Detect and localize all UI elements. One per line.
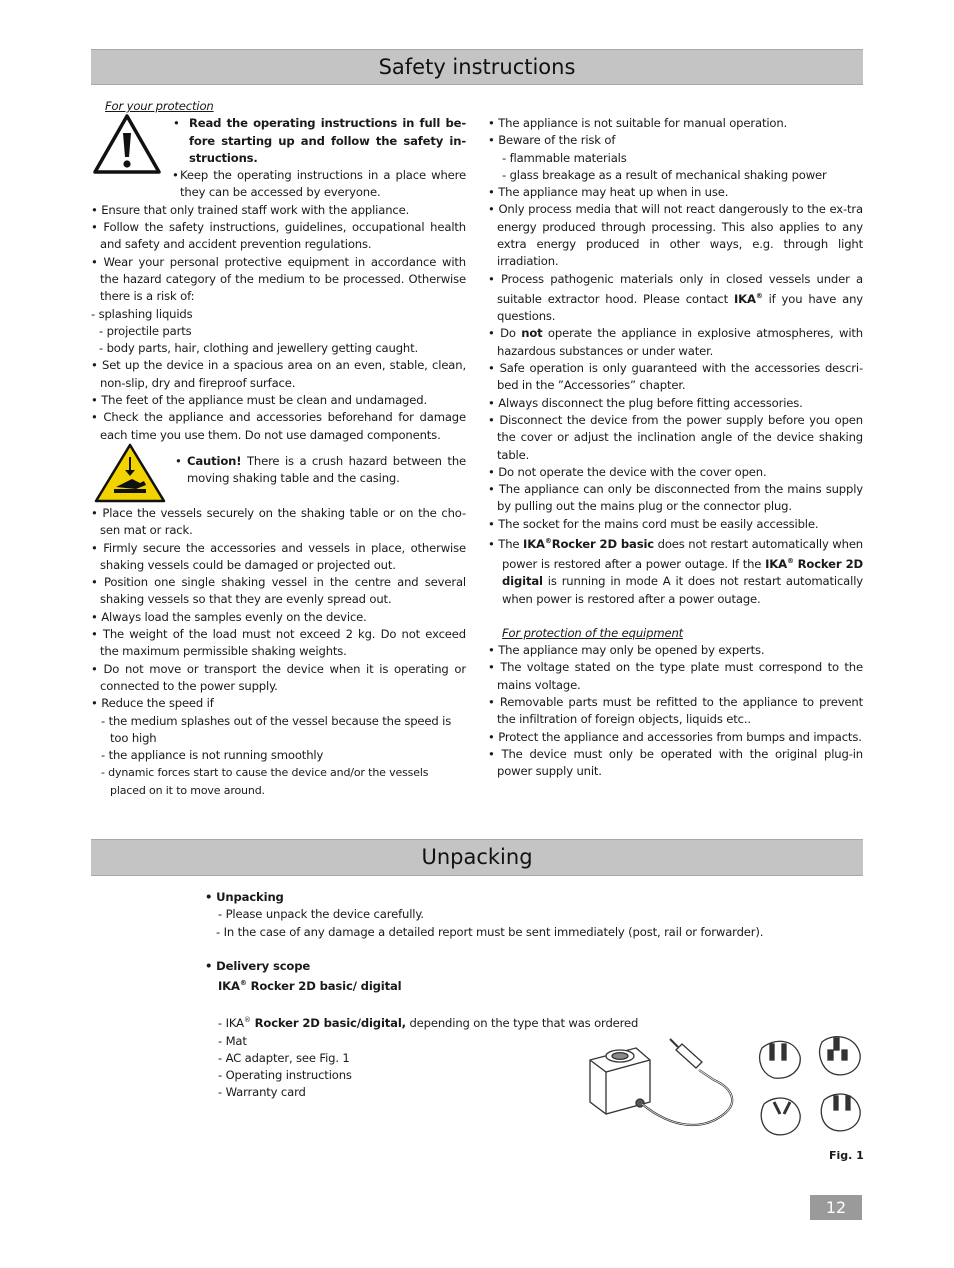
- follow-regulations: • Follow the safety instructions, guidelines, occupational health and safety and accident prevention regulations.: [91, 220, 466, 252]
- section-title-safety: Safety instructions: [378, 55, 576, 79]
- mains-disconnect: • The appliance can only be disconnected from the mains supply by pulling out the mains plug or the connector plug.: [488, 482, 863, 514]
- protection-heading: For your protection: [105, 99, 214, 113]
- item-adapter: - AC adapter, see Fig. 1: [218, 1050, 350, 1065]
- risk-caught: - body parts, hair, clothing and jewellery getting caught.: [99, 341, 419, 356]
- place-vessels: • Place the vessels securely on the shaking table or on the cho-sen mat or rack.: [91, 505, 466, 538]
- weight-limit: • The weight of the load must not exceed 2 kg. Do not exceed the maximum permissible shaking weights.: [91, 627, 466, 659]
- item-warranty: - Warranty card: [218, 1085, 306, 1100]
- reduce-smooth: - the appliance is not running smoothly: [101, 748, 324, 763]
- accessories-guarantee: • Safe operation is only guaranteed with the accessories descri-bed in the ”Accessories” chapter.: [488, 361, 863, 393]
- caution-text: There is a crush hazard between the moving shaking table and the casing.: [187, 453, 466, 486]
- ac-adapter-illustration: [584, 1030, 866, 1149]
- protect-impacts: • Protect the appliance and accessories from bumps and impacts.: [488, 729, 862, 744]
- section-banner-safety: [91, 49, 863, 85]
- equipment-heading: For protection of the equipment: [502, 625, 684, 640]
- caution-label: Caution!: [187, 453, 242, 468]
- position-vessels: • Position one single shaking vessel in the centre and several shaking vessels so that they are evenly spread out.: [91, 575, 466, 607]
- manual-operation: • The appliance is not suitable for manual operation.: [488, 116, 788, 130]
- safety-right-column: [488, 115, 863, 781]
- risk-glass: - glass breakage as a result of mechanical shaking power: [502, 167, 827, 182]
- item-mat: - Mat: [218, 1033, 247, 1048]
- cover-open: • Do not operate the device with the cover open.: [488, 464, 767, 479]
- setup-surface: • Set up the device in a spacious area on an even, stable, clean, non-slip, dry and fireproof surface.: [91, 358, 466, 390]
- restart-behaviour: • The IKA®Rocker 2D basic does not restart automatically when power is restored after a power outage. If the IKA® Rocker 2D digital is running in mode A it does not restart automatically when power is restored after a power outage.: [488, 536, 864, 606]
- read-bullet: • Read the operating instructions in full be-fore starting up and follow the safety in-structions. • Keep the operating instructions in a place where they can be accessed by everyone.: [91, 115, 466, 201]
- risk-splashing: - splashing liquids: [91, 306, 193, 321]
- item-instructions: - Operating instructions: [218, 1068, 352, 1083]
- load-evenly: • Always load the samples evenly on the device.: [91, 609, 367, 624]
- read-instructions-text: Read the operating instructions in full be-fore starting up and follow the safety in-structions.: [189, 116, 466, 165]
- disconnect-power: • Disconnect the device from the power supply before you open the cover or adjust the inclination angle of the device shaking table.: [488, 412, 863, 462]
- reduce-speed: • Reduce the speed if: [91, 696, 214, 711]
- secure-accessories: • Firmly secure the accessories and vessels in place, otherwise shaking vessels could be damaged or projected out.: [91, 540, 466, 572]
- check-damage: • Check the appliance and accessories beforehand for damage each time you use them. Do not use damaged components.: [91, 410, 466, 442]
- section-title-unpacking: Unpacking: [421, 845, 533, 869]
- explosive-atmospheres: • Do not operate the appliance in explosive atmospheres, with hazardous substances or under water.: [488, 326, 863, 358]
- trained-staff: • Ensure that only trained staff work with the appliance.: [91, 202, 410, 217]
- disconnect-plug: • Always disconnect the plug before fitting accessories.: [488, 395, 803, 410]
- brand-name: IKA: [733, 291, 756, 306]
- safety-left-column: [91, 98, 466, 799]
- socket-accessible: • The socket for the mains cord must be easily accessible.: [488, 516, 819, 531]
- figure-label: Fig. 1: [829, 1149, 864, 1162]
- section-banner-unpacking: [91, 839, 863, 876]
- protective-equipment: • Wear your personal protective equipment in accordance with the hazard category of the medium to be processed. Otherwise there is a risk of:: [91, 254, 466, 304]
- delivery-label: • Delivery scope: [205, 958, 311, 973]
- risk-projectile: - projectile parts: [99, 323, 192, 338]
- damage-report: - In the case of any damage a detailed report must be sent immediately (post, rail or forwarder).: [216, 924, 764, 939]
- delivery-product: IKA® Rocker 2D basic/ digital: [218, 979, 402, 994]
- unpacking-label: • Unpacking: [205, 890, 284, 904]
- caution-bullet: • Caution! There is a crush hazard between the moving shaking table and the casing.: [175, 453, 466, 486]
- reduce-splash: - the medium splashes out of the vessel because the speed is too high: [101, 713, 452, 745]
- heat-warning: • The appliance may heat up when in use.: [488, 185, 729, 200]
- removable-parts: • Removable parts must be refitted to the appliance to prevent the infiltration of foreign objects, liquids etc..: [488, 695, 863, 727]
- page-number: 12: [810, 1195, 862, 1220]
- item-device: - IKA® Rocker 2D basic/digital, depending on the type that was ordered: [218, 1016, 639, 1031]
- pathogenic-materials: • Process pathogenic materials only in closed vessels under a suitable extractor hood. Please contact IKA® if you have any questions.: [488, 271, 863, 324]
- opened-by-experts: • The appliance may only be opened by experts.: [488, 643, 765, 658]
- risk-flammable: - flammable materials: [502, 150, 627, 165]
- beware-risk: • Beware of the risk of: [488, 133, 616, 148]
- original-power-supply: • The device must only be operated with the original plug-in power supply unit.: [488, 746, 863, 779]
- voltage-match: • The voltage stated on the type plate must correspond to the mains voltage.: [488, 660, 863, 692]
- keep-instructions-text: Keep the operating instructions in a place where they can be accessed by everyone.: [180, 168, 466, 200]
- no-transport: • Do not move or transport the device when it is operating or connected to the power supply.: [91, 661, 466, 693]
- feet-clean: • The feet of the appliance must be clean and undamaged.: [91, 393, 427, 408]
- process-media: • Only process media that will not react dangerously to the ex-tra energy produced through processing. This also applies to any extra energy produced in other ways, e.g. through light irradiation.: [488, 202, 863, 269]
- unpack-carefully: - Please unpack the device carefully.: [218, 907, 424, 922]
- reduce-dynamic: - dynamic forces start to cause the device and/or the vessels placed on it to move around.: [101, 766, 429, 797]
